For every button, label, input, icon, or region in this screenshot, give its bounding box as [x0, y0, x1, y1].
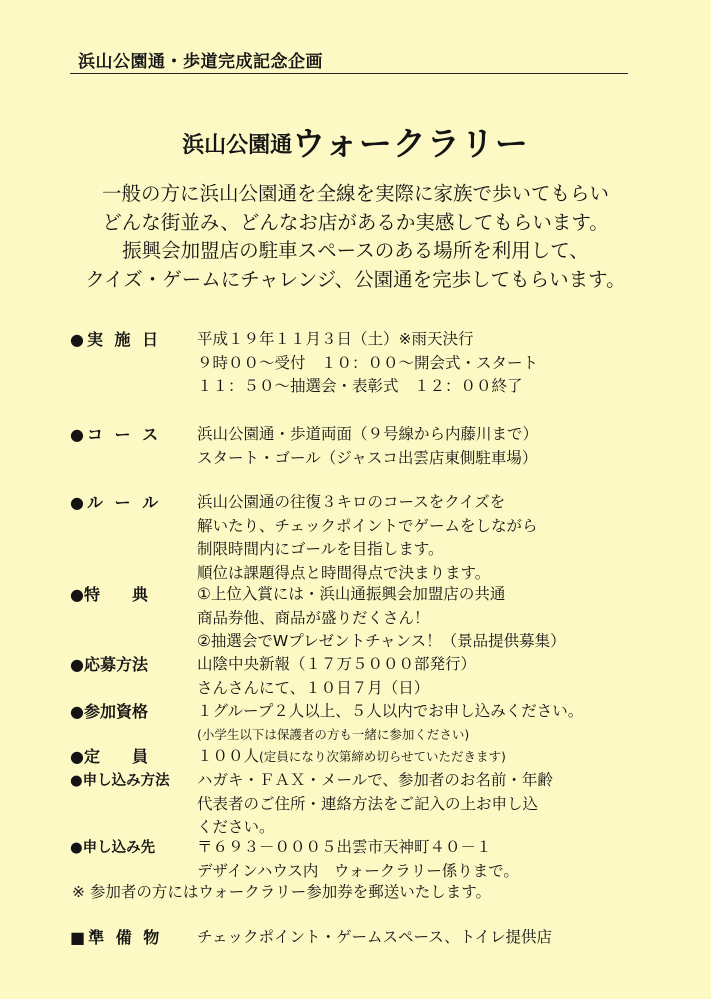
section-line: １グループ２人以上、５人以内でお申し込みください。	[197, 702, 584, 720]
intro-paragraph	[0, 180, 711, 294]
section-line: デザインハウス内 ウォークラリー係りまで。	[197, 861, 519, 880]
section-line: スタート・ゴール（ジャスコ出雲店東側駐車場）	[197, 448, 538, 467]
capacity-value: １００人	[197, 747, 260, 765]
section-line: チェックポイント・ゲームスペース、トイレ提供店	[197, 928, 552, 946]
section-line: 平成１９年１１月３日（土）※雨天決行	[197, 330, 474, 348]
section-line: ９時００～受付 １０：００～開会式・スタート	[197, 353, 539, 372]
section-label: ●特 典	[70, 585, 148, 604]
intro-line: 振興会加盟店の駐車スペースのある場所を利用して、	[122, 239, 589, 262]
section-line: 順位は課題得点と時間得点で決まります。	[197, 563, 491, 582]
section-body	[197, 423, 667, 470]
section-body	[197, 653, 667, 700]
section-line: 解いたり、チェックポイントでゲームをしながら	[197, 516, 538, 535]
section-label: ●申し込み方法	[70, 773, 170, 789]
intro-line: どんな街並み、どんなお店があるか実感してもらいます。	[102, 210, 609, 234]
section-label: ●参加資格	[70, 702, 148, 721]
section-line: ください。	[197, 818, 275, 836]
section-label: ●ル ー ル	[70, 493, 162, 512]
title-prefix: 浜山公園通	[182, 133, 293, 158]
section-line: 浜山公園通の往復３キロのコースをクイズを	[197, 493, 506, 511]
section-line: ②抽選会でWプレゼントチャンス！（景品提供募集）	[197, 632, 566, 650]
section-label: ●コ ー ス	[70, 425, 162, 444]
section-line: ①上位入賞には・浜山通振興会加盟店の共通	[197, 585, 506, 603]
section-line: １１：５０～抽選会・表彰式 １２：００終了	[197, 377, 523, 395]
intro-line: クイズ・ゲームにチャレンジ、公園通を完歩してもらいます。	[85, 267, 626, 291]
section-label: ●申し込み先	[70, 840, 156, 856]
section-body	[197, 926, 667, 950]
section-body	[197, 745, 667, 769]
section-line: 制限時間内にゴールを目指します。	[197, 540, 444, 558]
section-body	[197, 583, 667, 654]
section-note: (小学生以下は保護者の方も一緒に参加ください)	[197, 726, 470, 742]
title-main: ウォークラリー	[292, 124, 529, 163]
header-divider	[70, 73, 628, 74]
section-body	[197, 700, 667, 746]
page-title	[0, 118, 711, 165]
section-body	[197, 328, 667, 399]
header-note: 浜山公園通・歩道完成記念企画	[78, 52, 323, 72]
section-note: (定員になり次第締め切らせていただきます)	[259, 749, 506, 764]
section-label: ●実 施 日	[70, 330, 162, 349]
section-line: 代表者のご住所・連絡方法をご記入の上お申し込	[197, 794, 539, 813]
section-line: 浜山公園通・歩道両面（９号線から内藤川まで）	[197, 425, 539, 443]
section-line: ハガキ・ＦＡＸ・メールで、参加者のお名前・年齢	[197, 771, 553, 789]
section-line: 山陰中央新報（１７万５０００部発行）	[197, 655, 477, 673]
intro-line: 一般の方に浜山公園通を全線を実際に家族で歩いてもらい	[101, 182, 609, 205]
section-label: ■準 備 物	[70, 928, 163, 947]
section-label: ●応募方法	[70, 655, 148, 674]
section-body	[197, 491, 667, 585]
footnote: ※ 参加者の方にはウォークラリー参加券を郵送いたします。	[72, 883, 492, 901]
section-line: 商品券他、商品が盛りだくさん！	[197, 608, 430, 627]
section-label: ●定 員	[70, 747, 148, 766]
section-body	[197, 836, 667, 883]
section-line: さんさんにて、１０日７月（日）	[197, 678, 430, 697]
section-line: 〒６９３－０００５出雲市天神町４０－１	[197, 838, 492, 856]
section-body	[197, 769, 667, 840]
